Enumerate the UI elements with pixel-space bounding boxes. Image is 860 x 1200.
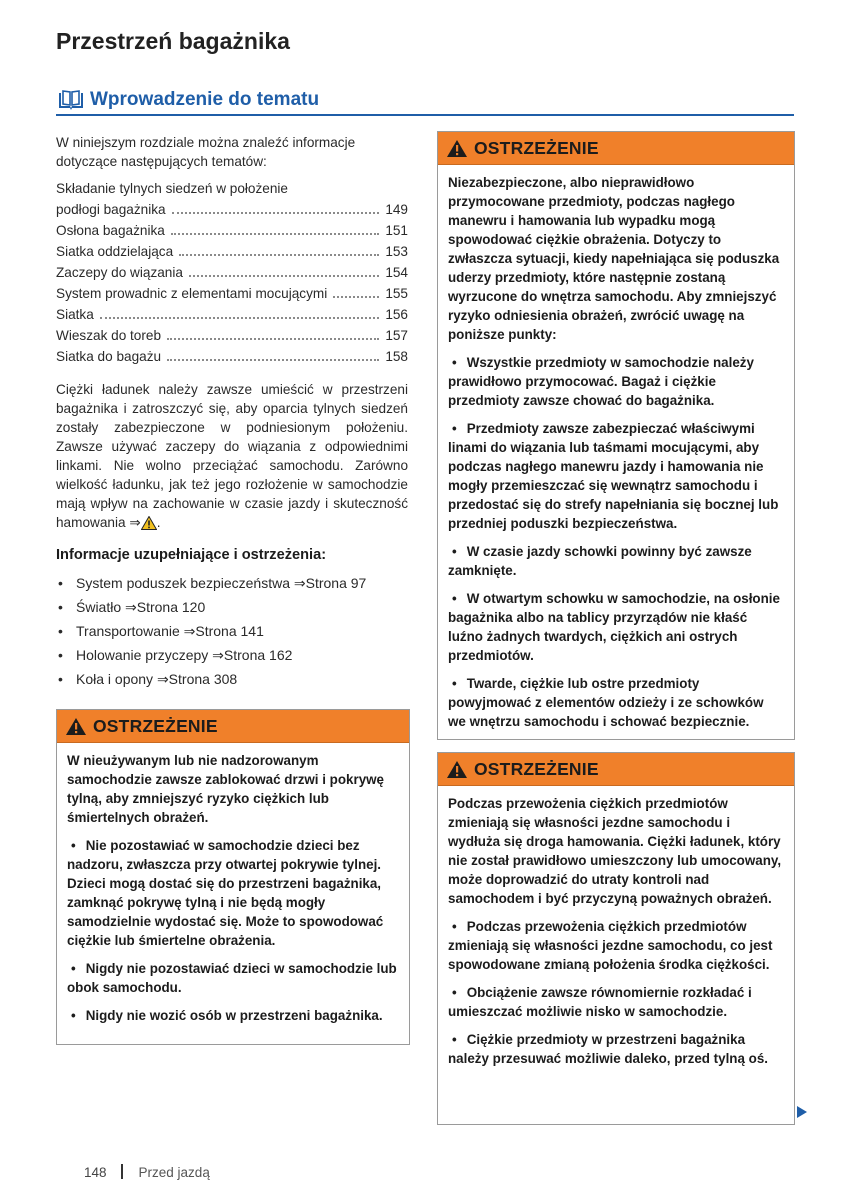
section-title: Wprowadzenie do tematu bbox=[90, 89, 320, 110]
warning-bullet: • W otwartym schowku w samochodzie, na osłonie bagażnika albo na tablicy przyrządów nie kłaść luźno żadnych twardych, ciężkich ani ostrych przedmiotów. bbox=[448, 589, 784, 665]
toc-item[interactable]: Siatka 156 bbox=[56, 307, 408, 322]
warning-bullet: • Przedmioty zawsze zabezpieczać właściwymi linami do wiązania lub taśmami mocującymi, aby podczas nagłego manewru jazdy i hamowania nie mogły przemieszczać się wewnątrz samochodu i przedostać się do strefy napełniania się bocznej lub przedniej poduszki bezpieczeństwa. bbox=[448, 419, 784, 533]
warning-box-loose-objects bbox=[437, 131, 795, 740]
warning-triangle-icon bbox=[446, 139, 468, 158]
toc-item[interactable]: Siatka do bagażu 158 bbox=[56, 349, 408, 364]
section-header bbox=[56, 88, 794, 116]
warning-header bbox=[438, 132, 794, 165]
reference-link[interactable]: • Światło ⇒Strona 120 bbox=[56, 595, 408, 619]
toc-item[interactable]: Siatka oddzielająca 153 bbox=[56, 244, 408, 259]
reference-list bbox=[56, 571, 408, 691]
warning-bullet: • W czasie jazdy schowki powinny być zawsze zamknięte. bbox=[448, 542, 784, 580]
warning-bullet: • Podczas przewożenia ciężkich przedmiotów zmieniają się własności jezdne samochodu, co jest spowodowane zmianą położenia środka ciężkości. bbox=[448, 917, 784, 974]
warning-triangle-icon bbox=[141, 516, 157, 530]
warning-bullet: • Nigdy nie wozić osób w przestrzeni bagażnika. bbox=[67, 1006, 399, 1025]
warning-bullet: • Twarde, ciężkie lub ostre przedmioty powyjmować z elementów odzieży i ze schowków we wnętrzu samochodu i schować bezpiecznie. bbox=[448, 674, 784, 731]
warning-bullet: • Nigdy nie pozostawiać dzieci w samochodzie lub obok samochodu. bbox=[67, 959, 399, 997]
warning-triangle-icon bbox=[65, 717, 87, 736]
toc-item[interactable]: Wieszak do toreb 157 bbox=[56, 328, 408, 343]
reference-link[interactable]: • System poduszek bezpieczeństwa ⇒Strona 97 bbox=[56, 571, 408, 595]
warning-intro: Niezabezpieczone, albo nieprawidłowo przymocowane przedmioty, podczas nagłego manewru i hamowania lub wypadku mogą spowodować ciężkie obrażenia. Dotyczy to zwłaszcza sytuacji, kiedy napełniająca się poduszka uderzy przedmioty, które następnie zostaną wyrzucone do wnętrza samochodu. Aby zmniejszyć ryzyko odniesienia obrażeń, zwrócić uwagę na poniższe punkty: bbox=[448, 175, 780, 342]
warning-header bbox=[57, 710, 409, 743]
reference-link[interactable]: • Holowanie przyczepy ⇒Strona 162 bbox=[56, 643, 408, 667]
toc-item[interactable]: Składanie tylnych siedzeń w położenie podłogi bagażnika 149 bbox=[56, 181, 408, 217]
warning-box-children bbox=[56, 709, 410, 1045]
warning-reference[interactable]: ⇒ bbox=[129, 515, 156, 530]
topic-list bbox=[56, 179, 408, 366]
warning-bullet: • Nie pozostawiać w samochodzie dzieci bez nadzoru, zwłaszcza przy otwartej pokrywie tylnej. Dzieci mogą dostać się do przestrzeni bagażnika, zamknąć pokrywę tylną i nie będą mogły samodzielnie wydostać się. Może to spowodować ciężkie lub śmiertelne obrażenia. bbox=[67, 836, 399, 950]
page-title: Przestrzeń bagażnika bbox=[56, 28, 290, 54]
warning-header bbox=[438, 753, 794, 786]
toc-item[interactable]: Zaczepy do wiązania 154 bbox=[56, 265, 408, 280]
warning-label: OSTRZEŻENIE bbox=[474, 138, 599, 158]
warning-bullet: • Obciążenie zawsze równomiernie rozkładać i umieszczać możliwie nisko w samochodzie. bbox=[448, 983, 784, 1021]
reference-link[interactable]: • Koła i opony ⇒Strona 308 bbox=[56, 667, 408, 691]
reference-link[interactable]: • Transportowanie ⇒Strona 141 bbox=[56, 619, 408, 643]
warning-label: OSTRZEŻENIE bbox=[93, 716, 218, 736]
warning-intro: Podczas przewożenia ciężkich przedmiotów zmieniają się własności jezdne samochodu i wydłuża się droga hamowania. Ciężki ładunek, który nie został prawidłowo umieszczony lub umocowany, może doprowadzić do utraty kontroli nad samochodem i być przyczyną poważnych obrażeń. bbox=[448, 796, 782, 906]
warning-box-heavy-load bbox=[437, 752, 795, 1125]
chapter-name: Przed jazdą bbox=[138, 1165, 210, 1180]
additional-info-heading: Informacje uzupełniające i ostrzeżenia: bbox=[56, 547, 327, 563]
warning-label: OSTRZEŻENIE bbox=[474, 759, 599, 779]
left-column bbox=[56, 133, 408, 691]
page-number: 148 bbox=[84, 1165, 107, 1180]
toc-item[interactable]: Osłona bagażnika 151 bbox=[56, 223, 408, 238]
warning-triangle-icon bbox=[446, 760, 468, 779]
toc-item[interactable]: System prowadnic z elementami mocującymi 155 bbox=[56, 286, 408, 301]
warning-bullet: • Wszystkie przedmioty w samochodzie należy prawidłowo przymocować. Bagaż i ciężkie przedmioty zawsze chować do bagażnika. bbox=[448, 353, 784, 410]
warning-bullet: • Ciężkie przedmioty w przestrzeni bagażnika należy przesuwać możliwie daleko, przed tylną oś. bbox=[448, 1030, 784, 1068]
page-footer bbox=[84, 1164, 210, 1180]
warning-intro: W nieużywanym lub nie nadzorowanym samochodzie zawsze zablokować drzwi i pokrywę tylną, aby zmniejszyć ryzyko ciężkich lub śmiertelnych obrażeń. bbox=[67, 753, 385, 825]
book-icon bbox=[56, 88, 86, 112]
continue-arrow-icon[interactable] bbox=[797, 1106, 807, 1118]
intro-text: W niniejszym rozdziale można znaleźć informacje dotyczące następujących tematów: bbox=[56, 135, 356, 169]
body-paragraph: Ciężki ładunek należy zawsze umieścić w przestrzeni bagażnika i zatroszczyć się, aby oparcia tylnych siedzeń zostały zabezpieczone w podniesionym położeniu. Zawsze używać zaczepy do wiązania z odpowiednimi linkami. Nie wolno przeciążać samochodu. Zarówno wielkość ładunku, jak też jego rozłożenie w samochodzie mają wpływ na zachowanie w czasie jazdy i skuteczność hamowania ⇒ . bbox=[56, 382, 408, 530]
